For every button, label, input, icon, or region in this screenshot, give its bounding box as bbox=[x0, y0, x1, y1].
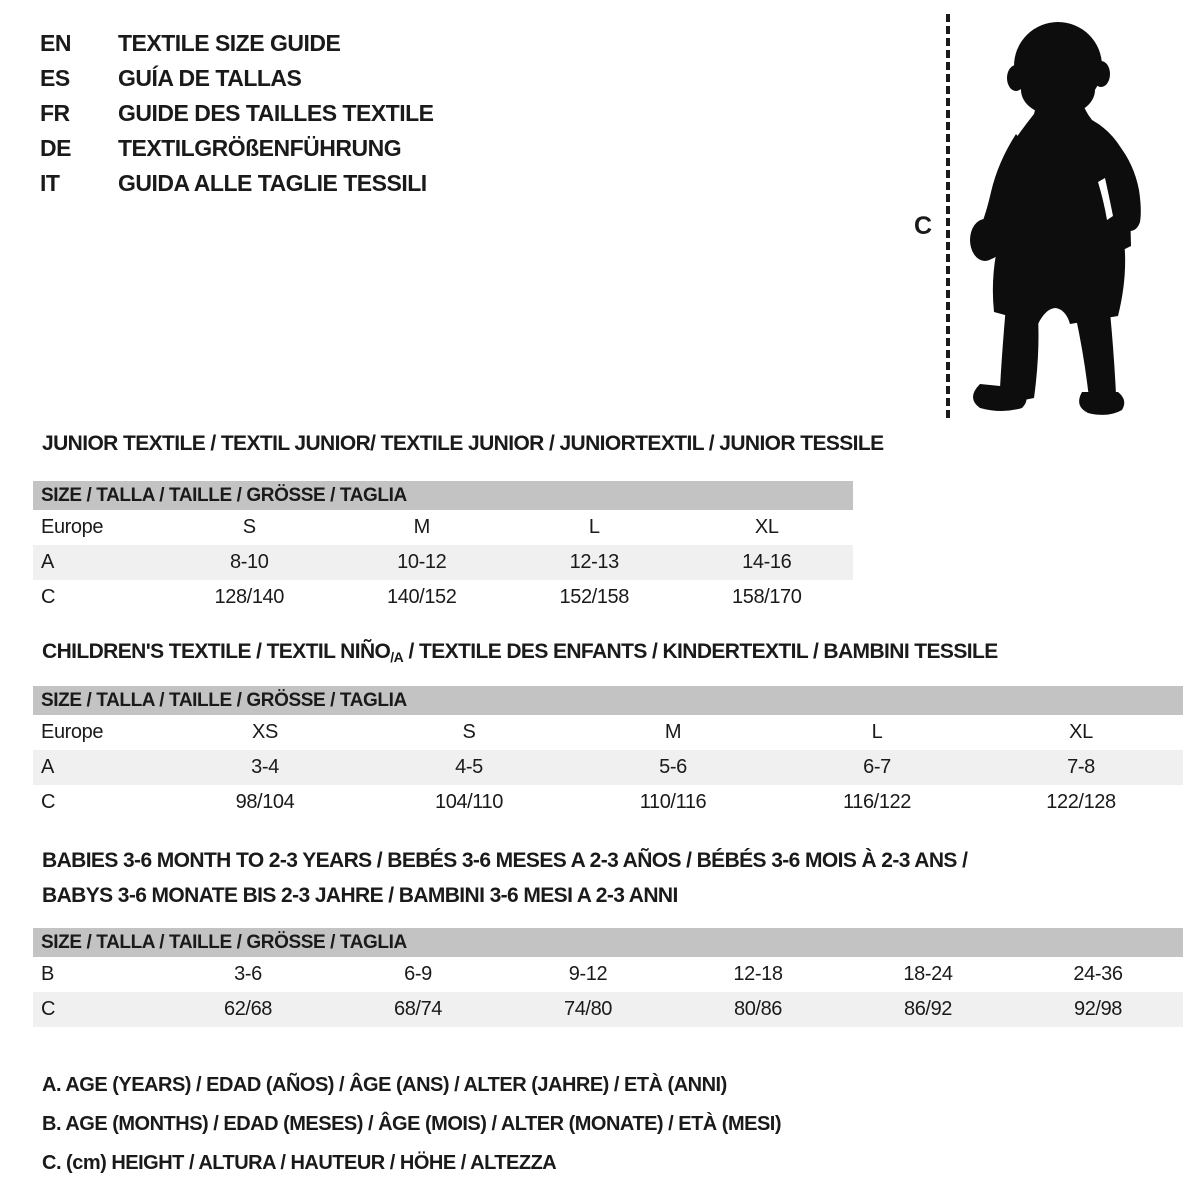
babies-section-heading bbox=[42, 843, 967, 913]
table-cell: M bbox=[413, 516, 430, 538]
language-code: FR bbox=[40, 100, 70, 126]
table-cell: S bbox=[462, 721, 476, 743]
babies-size-table bbox=[33, 928, 1183, 1027]
table-cell: 7-8 bbox=[1067, 756, 1095, 778]
row-label: Europe bbox=[41, 516, 104, 538]
table-cell: 5-6 bbox=[659, 756, 687, 778]
table-cell: 110/116 bbox=[639, 791, 707, 813]
guide-title: TEXTILE SIZE GUIDE bbox=[118, 30, 341, 56]
table-cell: 18-24 bbox=[903, 963, 953, 985]
table-cell: 98/104 bbox=[235, 791, 295, 813]
legend-line-age-months: B. AGE (MONTHS) / EDAD (MESES) / ÂGE (MOIS) / ALTER (MONATE) / ETÀ (MESI) bbox=[42, 1113, 782, 1135]
legend-line-age-years: A. AGE (YEARS) / EDAD (AÑOS) / ÂGE (ANS) / ALTER (JAHRE) / ETÀ (ANNI) bbox=[42, 1074, 727, 1096]
size-header-bar: SIZE / TALLA / TAILLE / GRÖSSE / TAGLIA bbox=[33, 481, 853, 510]
table-cell: 12-18 bbox=[733, 963, 783, 985]
table-row bbox=[33, 750, 1183, 785]
guide-title: GUIDA ALLE TAGLIE TESSILI bbox=[118, 170, 427, 196]
children-size-table bbox=[33, 686, 1183, 820]
row-label: C bbox=[41, 791, 56, 813]
table-cell: 122/128 bbox=[1046, 791, 1116, 813]
table-cell: 9-12 bbox=[568, 963, 608, 985]
table-row bbox=[33, 785, 1183, 820]
table-cell: L bbox=[871, 721, 883, 743]
table-cell: M bbox=[664, 721, 682, 743]
table-row bbox=[33, 957, 1183, 992]
table-cell: 6-9 bbox=[404, 963, 432, 985]
table-row bbox=[33, 992, 1183, 1027]
row-label: A bbox=[41, 551, 54, 573]
language-row bbox=[40, 61, 434, 96]
table-row bbox=[33, 715, 1183, 750]
table-cell: 140/152 bbox=[387, 586, 457, 608]
table-row bbox=[33, 545, 853, 580]
table-cell: XS bbox=[252, 721, 278, 743]
language-code: EN bbox=[40, 30, 71, 56]
children-heading-main: CHILDREN'S TEXTILE / TEXTIL NIÑO bbox=[42, 640, 391, 663]
toddler-silhouette-image bbox=[958, 6, 1153, 418]
row-label: Europe bbox=[41, 721, 104, 743]
table-cell: 3-4 bbox=[251, 756, 279, 778]
legend-line-height: C. (cm) HEIGHT / ALTURA / HAUTEUR / HÖHE / ALTEZZA bbox=[42, 1152, 557, 1174]
table-cell: 80/86 bbox=[733, 998, 783, 1020]
row-label: A bbox=[41, 756, 54, 778]
junior-size-table bbox=[33, 481, 853, 615]
height-dashed-line bbox=[946, 14, 950, 418]
language-row bbox=[40, 131, 434, 166]
size-header-bar: SIZE / TALLA / TAILLE / GRÖSSE / TAGLIA bbox=[33, 686, 1183, 715]
table-cell: 62/68 bbox=[223, 998, 273, 1020]
table-cell: 14-16 bbox=[742, 551, 792, 573]
measurement-legend bbox=[42, 1066, 781, 1183]
table-cell: S bbox=[242, 516, 256, 538]
table-row bbox=[33, 510, 853, 545]
table-row bbox=[33, 580, 853, 615]
table-cell: 104/110 bbox=[434, 791, 503, 813]
language-title-list bbox=[40, 26, 434, 201]
table-cell: 6-7 bbox=[863, 756, 891, 778]
row-label: C bbox=[41, 998, 56, 1020]
table-cell: 92/98 bbox=[1073, 998, 1123, 1020]
children-heading-rest: / TEXTILE DES ENFANTS / KINDERTEXTIL / BAMBINI TESSILE bbox=[403, 640, 998, 663]
row-label: B bbox=[41, 963, 54, 985]
junior-section-heading: JUNIOR TEXTILE / TEXTIL JUNIOR/ TEXTILE JUNIOR / JUNIORTEXTIL / JUNIOR TESSILE bbox=[42, 432, 884, 455]
babies-heading-line2: BABYS 3-6 MONATE BIS 2-3 JAHRE / BAMBINI 3-6 MESI A 2-3 ANNI bbox=[42, 884, 678, 907]
language-row bbox=[40, 166, 434, 201]
table-cell: 128/140 bbox=[214, 586, 284, 608]
row-label: C bbox=[41, 586, 56, 608]
table-cell: 116/122 bbox=[842, 791, 911, 813]
table-cell: 12-13 bbox=[569, 551, 619, 573]
language-code: ES bbox=[40, 65, 70, 91]
table-cell: 152/158 bbox=[559, 586, 629, 608]
height-measure-label: C bbox=[913, 212, 933, 240]
language-code: IT bbox=[40, 170, 60, 196]
table-cell: 86/92 bbox=[903, 998, 953, 1020]
children-heading-subscript: /A bbox=[390, 649, 404, 665]
guide-title: GUIDE DES TAILLES TEXTILE bbox=[118, 100, 434, 126]
table-cell: 3-6 bbox=[234, 963, 262, 985]
table-cell: 158/170 bbox=[732, 586, 802, 608]
table-cell: 24-36 bbox=[1073, 963, 1123, 985]
table-cell: L bbox=[588, 516, 600, 538]
table-cell: XL bbox=[1069, 721, 1093, 743]
language-code: DE bbox=[40, 135, 71, 161]
language-row bbox=[40, 26, 434, 61]
language-row bbox=[40, 96, 434, 131]
table-cell: XL bbox=[754, 516, 779, 538]
table-cell: 8-10 bbox=[230, 551, 269, 573]
size-header-bar: SIZE / TALLA / TAILLE / GRÖSSE / TAGLIA bbox=[33, 928, 1183, 957]
babies-heading-line1: BABIES 3-6 MONTH TO 2-3 YEARS / BEBÉS 3-6 MESES A 2-3 AÑOS / BÉBÉS 3-6 MOIS À 2-3 ANS / bbox=[42, 849, 968, 872]
children-section-heading bbox=[42, 640, 998, 665]
table-cell: 4-5 bbox=[455, 756, 483, 778]
table-cell: 68/74 bbox=[393, 998, 443, 1020]
table-cell: 10-12 bbox=[397, 551, 447, 573]
guide-title: TEXTILGRÖßENFÜHRUNG bbox=[118, 135, 402, 161]
table-cell: 74/80 bbox=[563, 998, 613, 1020]
guide-title: GUÍA DE TALLAS bbox=[118, 65, 302, 91]
